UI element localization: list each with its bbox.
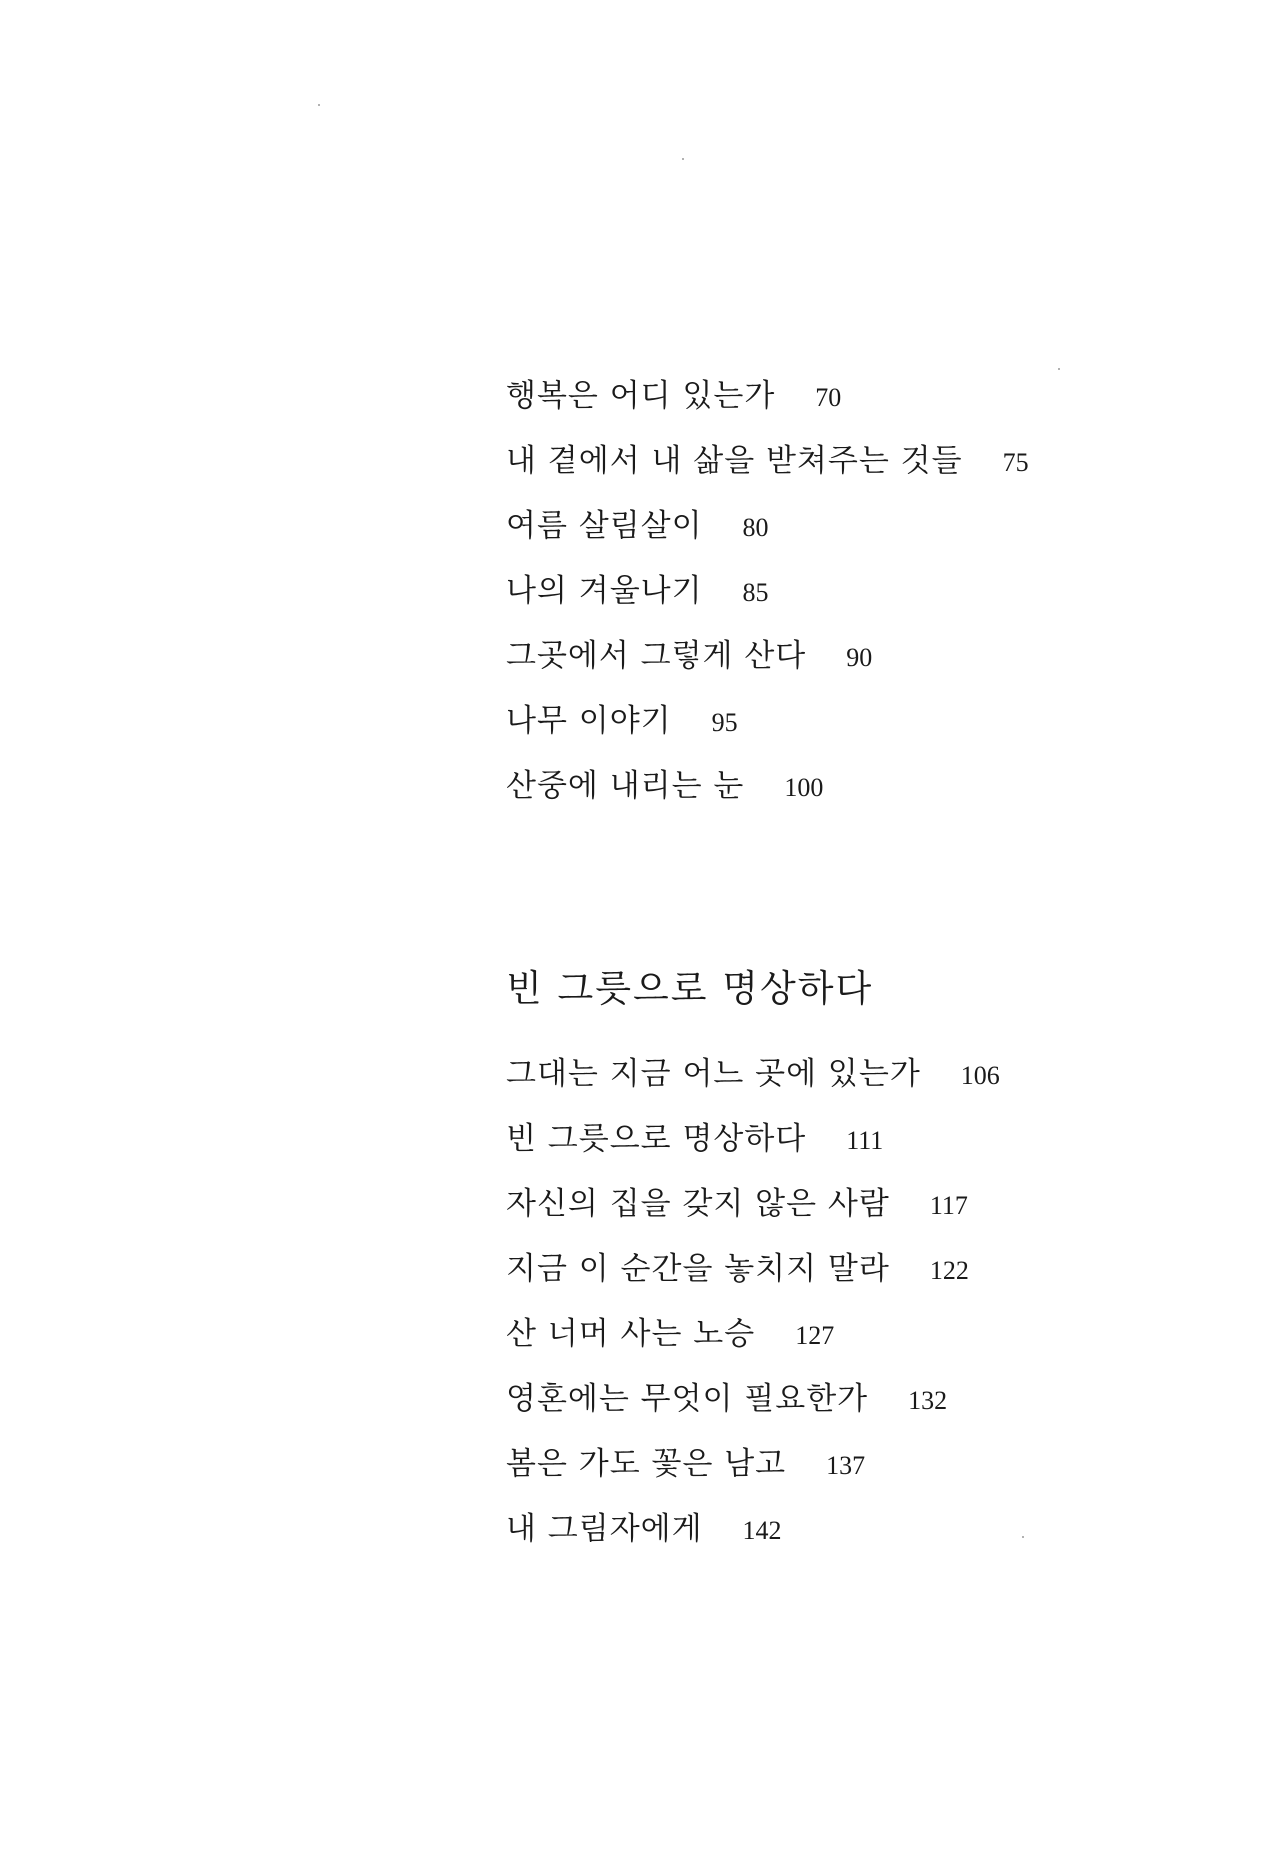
toc-entry[interactable] — [506, 1438, 1000, 1503]
toc-entry[interactable] — [506, 1243, 1000, 1308]
toc-entry-page: 100 — [784, 773, 824, 802]
toc-entry-title: 나무 이야기 — [506, 703, 672, 739]
toc-entry[interactable] — [506, 760, 1029, 825]
toc-entry[interactable] — [506, 565, 1029, 630]
toc-entry-page: 132 — [908, 1386, 948, 1415]
toc-entry-title: 지금 이 순간을 놓치지 말라 — [506, 1251, 890, 1287]
toc-entry-title: 그대는 지금 어느 곳에 있는가 — [506, 1056, 921, 1092]
toc-entry-page: 137 — [826, 1451, 866, 1480]
toc-entry-title: 산중에 내리는 눈 — [506, 768, 745, 804]
toc-entry-title: 자신의 집을 갖지 않은 사람 — [506, 1186, 890, 1222]
paper-speck — [318, 104, 320, 106]
toc-entry[interactable] — [506, 370, 1029, 435]
toc-entry[interactable] — [506, 1048, 1000, 1113]
paper-speck — [1058, 368, 1060, 370]
toc-entry[interactable] — [506, 1503, 1000, 1568]
toc-entry-page: 106 — [960, 1061, 1000, 1090]
toc-entry-page: 90 — [846, 643, 873, 672]
toc-entry-page: 142 — [742, 1516, 782, 1545]
toc-entry-title: 여름 살림살이 — [506, 508, 703, 544]
toc-entry-page: 85 — [742, 578, 769, 607]
toc-entry-page: 75 — [1002, 448, 1029, 477]
toc-section-part-b — [506, 1048, 1000, 1568]
toc-entry-title: 행복은 어디 있는가 — [506, 378, 776, 414]
toc-entry[interactable] — [506, 1373, 1000, 1438]
toc-entry-page: 127 — [795, 1321, 835, 1350]
toc-entry-title: 빈 그릇으로 명상하다 — [506, 1121, 807, 1157]
toc-entry[interactable] — [506, 1308, 1000, 1373]
toc-entry-page: 70 — [815, 383, 842, 412]
toc-entry-title: 그곳에서 그렇게 산다 — [506, 638, 807, 674]
toc-entry[interactable] — [506, 630, 1029, 695]
toc-entry-title: 영혼에는 무엇이 필요한가 — [506, 1381, 869, 1417]
toc-entry-title: 내 곁에서 내 삶을 받쳐주는 것들 — [506, 443, 963, 479]
toc-entry[interactable] — [506, 435, 1029, 500]
toc-entry-page: 117 — [929, 1191, 968, 1220]
toc-entry-page: 80 — [742, 513, 769, 542]
toc-entry-title: 내 그림자에게 — [506, 1511, 703, 1547]
toc-entry[interactable] — [506, 500, 1029, 565]
paper-speck — [1022, 1536, 1024, 1538]
section-heading: 빈 그릇으로 명상하다 — [506, 967, 874, 1010]
toc-entry-page: 95 — [711, 708, 738, 737]
toc-entry-title: 산 너머 사는 노승 — [506, 1316, 756, 1352]
toc-section-part-a — [506, 370, 1029, 825]
toc-entry-title: 나의 겨울나기 — [506, 573, 703, 609]
toc-entry-title: 봄은 가도 꽃은 남고 — [506, 1446, 787, 1482]
toc-entry-page: 111 — [846, 1126, 884, 1155]
toc-entry[interactable] — [506, 1178, 1000, 1243]
paper-speck — [682, 158, 684, 160]
toc-entry-page: 122 — [929, 1256, 969, 1285]
toc-entry[interactable] — [506, 1113, 1000, 1178]
toc-entry[interactable] — [506, 695, 1029, 760]
